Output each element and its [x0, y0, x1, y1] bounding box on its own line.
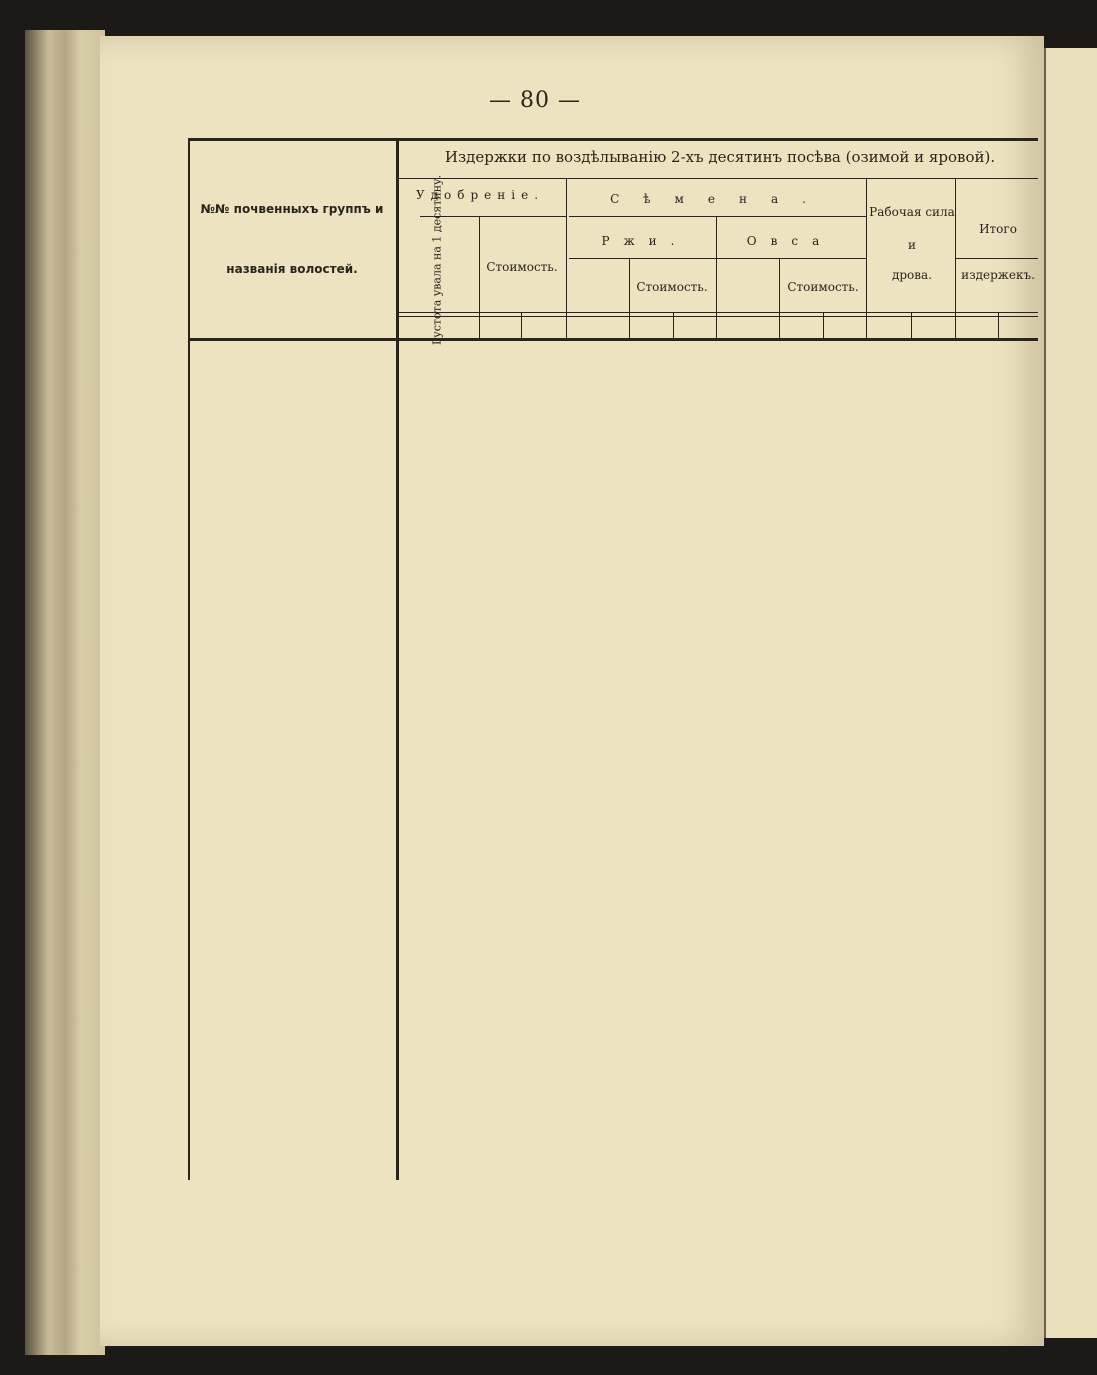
- header-rule: [823, 312, 824, 340]
- table-left-rule: [188, 140, 190, 1180]
- fertilizer-header: Удобреніе.: [415, 188, 545, 202]
- header-rule: [779, 258, 780, 340]
- header-rule: [629, 258, 630, 340]
- table-top-rule: [188, 138, 1038, 141]
- row-label-header: названія волостей.: [226, 262, 358, 276]
- header-rule: [716, 216, 717, 340]
- cost-header: Стоимость.: [486, 260, 558, 274]
- header-rule: [955, 178, 956, 340]
- labor-header: дрова.: [891, 268, 933, 282]
- book-page-edges: [25, 30, 105, 1355]
- header-rule: [479, 216, 480, 340]
- row-label-header: №№ почвенныхъ группъ и: [200, 202, 384, 216]
- density-header: Густота увала на 1 десятину.: [430, 174, 444, 346]
- name-column-rule: [396, 140, 399, 1180]
- header-rule: [396, 312, 1038, 313]
- rye-cost-header: Стоимость.: [636, 280, 708, 294]
- header-rule: [673, 312, 674, 340]
- total-header: Итого: [979, 222, 1017, 236]
- book-page: [100, 36, 1044, 1346]
- oats-cost-header: Стоимость.: [787, 280, 859, 294]
- next-page-fragment: [1044, 48, 1097, 1338]
- header-rule: [911, 312, 912, 340]
- header-rule: [566, 178, 567, 340]
- header-rule: [521, 312, 522, 340]
- oats-header: Овса: [746, 234, 834, 248]
- labor-header: Рабочая сила: [869, 205, 955, 219]
- total-header: издержекъ.: [961, 268, 1035, 282]
- header-rule: [998, 312, 999, 340]
- labor-header: и: [908, 238, 916, 252]
- main-title-header: Издержки по воздѣлыванію 2-хъ десятинъ посѣва (озимой и яровой).: [444, 148, 996, 166]
- rye-header: Ржи.: [601, 234, 689, 248]
- header-rule: [396, 316, 1038, 317]
- header-rule: [569, 258, 866, 259]
- header-rule: [866, 178, 867, 340]
- page-number: — 80 —: [489, 88, 581, 113]
- header-rule: [396, 178, 1038, 179]
- header-rule: [569, 216, 866, 217]
- header-rule: [955, 258, 1038, 259]
- seeds-header: Сѣмена.: [610, 192, 830, 206]
